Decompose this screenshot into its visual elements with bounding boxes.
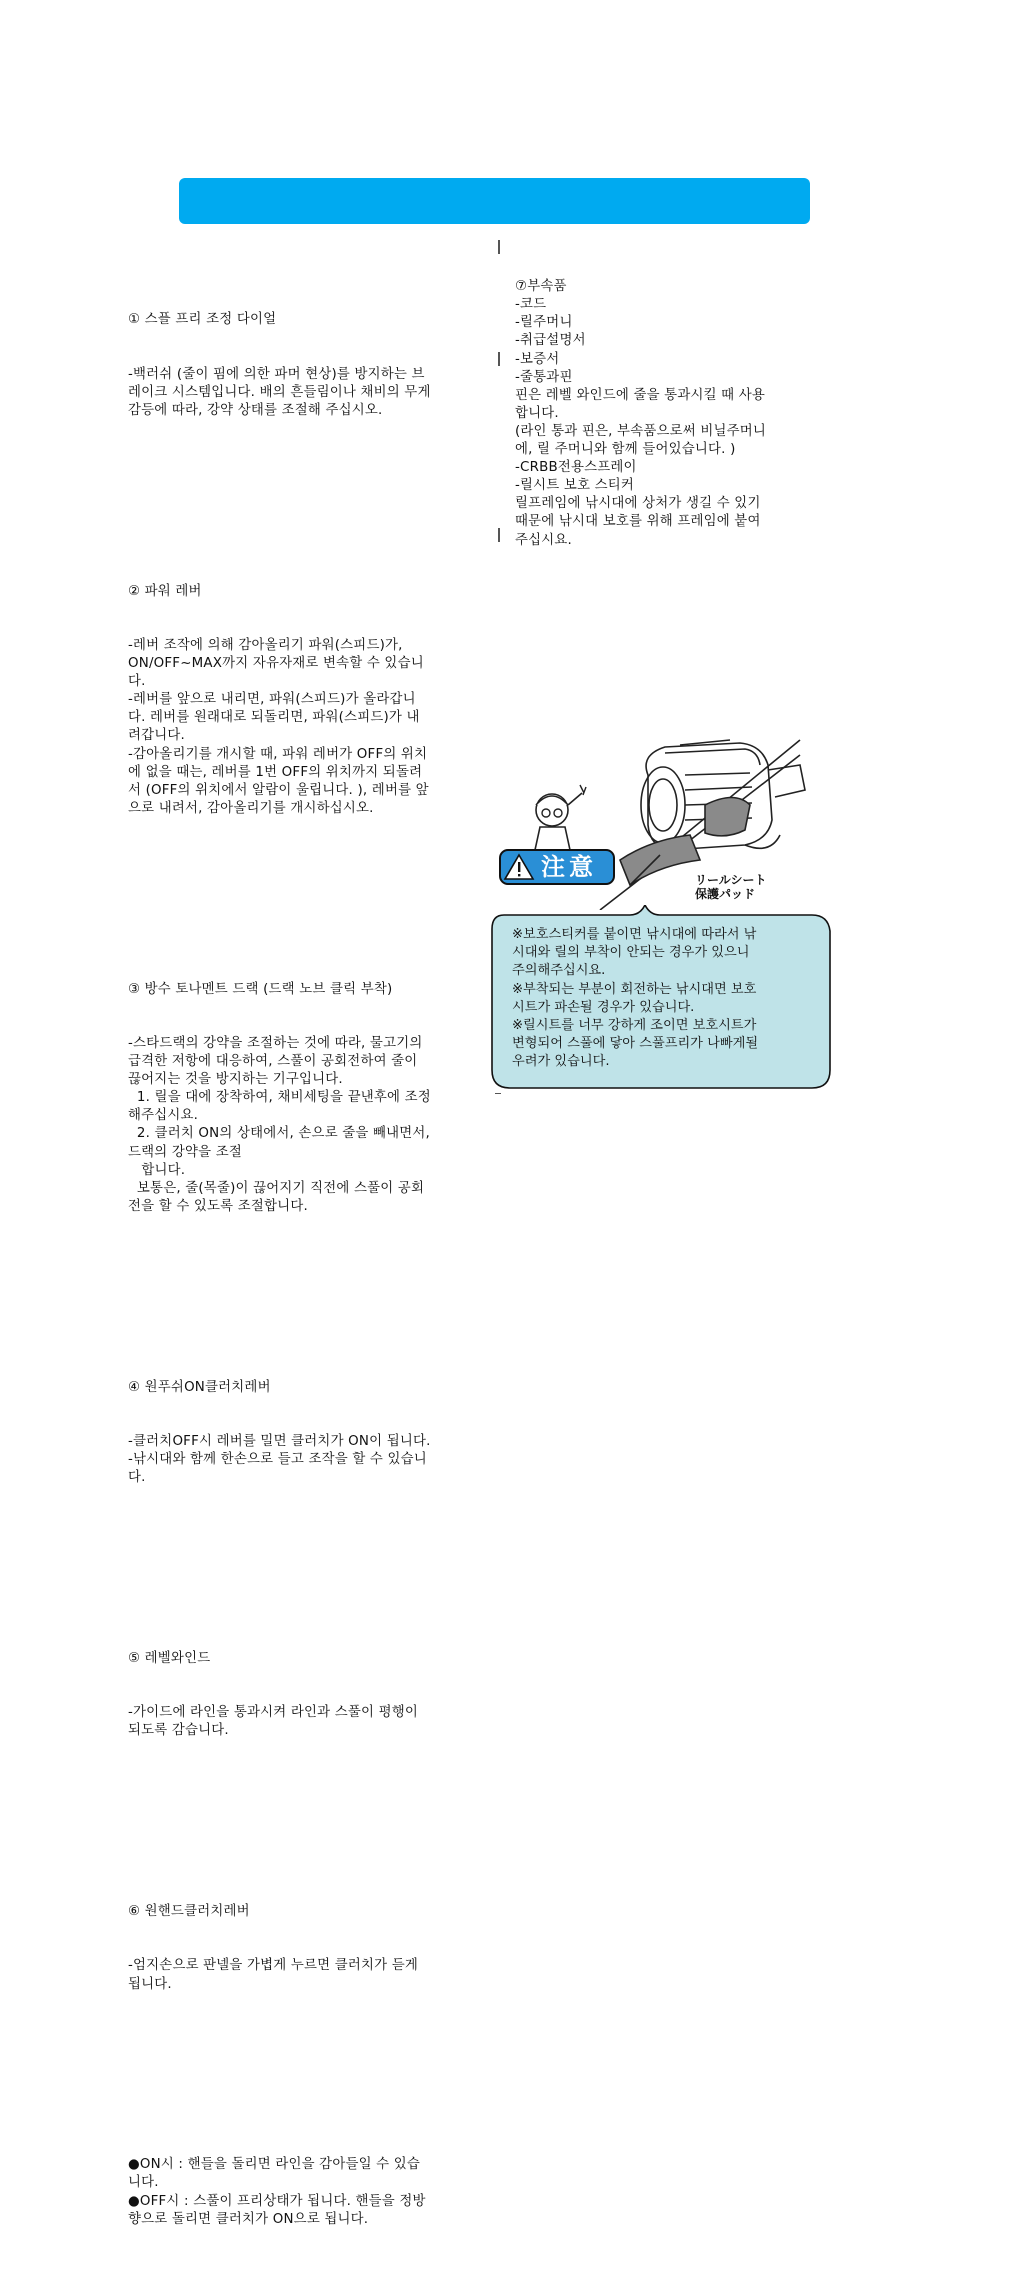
item-6 bbox=[128, 1867, 484, 2030]
item-title: ③ 방수 토나멘트 드랙 (드랙 노브 클릭 부착) bbox=[128, 981, 393, 997]
item-4 bbox=[128, 1342, 484, 1523]
item-body: -클러치OFF시 레버를 밀면 클러치가 ON이 됩니다. -낚시대와 함께 한손으로 들고 조작을 할 수 있습니 다. bbox=[128, 1433, 431, 1486]
item-body: -백러쉬 (줄이 핌에 의한 파머 현상)를 방지하는 브 레이크 시스템입니다. 배의 흔들림이나 채비의 무게 감등에 따라, 강약 상태를 조절해 주십시오. bbox=[128, 366, 431, 418]
item-title: ① 스플 프리 조정 다이얼 bbox=[128, 312, 277, 328]
item-5 bbox=[128, 1614, 484, 1777]
caution-text: ※보호스티커를 붙이면 낚시대에 따라서 낚 시대와 릴의 부착이 안되는 경우가 있으니 주의해주십시요. ※부착되는 부분이 회전하는 낚시대면 보호 시트가 파손될 경우가 있습니다. ※릴시트를 너무 강하게 조이면 보호시트가 변형되어 스풀에 닿아 스풀프리가 나빠게될 우려가 있습니다. bbox=[512, 927, 759, 1070]
clutch-notes bbox=[128, 2120, 484, 2265]
item-title: ② 파워 레버 bbox=[128, 583, 202, 599]
column-divider-mark bbox=[495, 1093, 501, 1094]
accessories-text: ⑦부속품 -코드 -릴주머니 -취급설명서 -보증서 -줄통과핀 핀은 레벨 와인드에 줄을 통과시킬 때 사용 합니다. (라인 통과 핀은, 부속품으로써 비닐주머니 에, 릴 주머니와 함께 들어있습니다. ) -CRBB전용스프레이 -릴시트 보호 스티커 릴프레임에 낚시대에 상처가 생길 수 있기 때문에 낚시대 보호를 위해 프레임에 붙여 주십시요. bbox=[515, 279, 767, 548]
section-header-bar bbox=[179, 178, 810, 224]
caution-badge-label: 注意 bbox=[541, 853, 597, 881]
item-body: -스타드랙의 강약을 조절하는 것에 따라, 물고기의 급격한 저항에 대응하여, 스풀이 공회전하여 줄이 끊어지는 것을 방지하는 기구입니다. 1. 릴을 대에 장착하여, 채비세팅을 끝낸후에 조정 해주십시요. 2. 클러치 ON의 상태에서, 손으로 줄을 빼내면서, 드랙의 강약을 조절 합니다. 보통은, 줄(목줄)이 끊어지기 직전에 스풀이 공회 전을 할 수 있도록 조절합니다. bbox=[128, 1035, 431, 1214]
item-body: ●ON시 : 핸들을 돌리면 라인을 감아들일 수 있습 니다. ●OFF시 : 스풀이 프리상태가 됩니다. 핸들을 정방 향으로 돌리면 클러치가 ON으로 됩니다. bbox=[128, 2157, 426, 2227]
column-divider-mark bbox=[498, 352, 500, 366]
mascot-icon bbox=[535, 785, 586, 850]
item-body: -가이드에 라인을 통과시켜 라인과 스풀이 평행이 되도록 감습니다. bbox=[128, 1705, 419, 1739]
item-title: ⑤ 레벨와인드 bbox=[128, 1650, 211, 1666]
right-column bbox=[515, 242, 807, 568]
item-body: -레버 조작에 의해 감아올리기 파워(스피드)가, ON/OFF~MAX까지 자유자재로 변속할 수 있습니 다. -레버를 앞으로 내리면, 파워(스피드)가 올라갑니 다. 레버를 원래대로 되돌리면, 파워(스피드)가 내 려갑니다. -감아올리기를 개시할 때, 파워 레버가 OFF의 위치 에 없을 때는, 레버를 1번 OFF의 위치까지 되돌려 서 (OFF의 위치에서 알람이 울립니다. ), 레버를 앞 으로 내려서, 감아올리기를 개시하십시오. bbox=[128, 637, 429, 816]
reel-seat-pad-label: リールシート 保護パッド bbox=[695, 873, 767, 901]
column-divider-mark bbox=[498, 528, 500, 542]
column-divider-mark bbox=[498, 240, 500, 254]
item-1 bbox=[128, 275, 484, 456]
item-2 bbox=[128, 547, 484, 855]
left-column bbox=[128, 239, 484, 2283]
item-3 bbox=[128, 944, 484, 1252]
item-title: ④ 원푸쉬ON클러치레버 bbox=[128, 1379, 271, 1395]
item-title: ⑥ 원핸드클러치레버 bbox=[128, 1904, 250, 1920]
item-body: -엄지손으로 판넬을 가볍게 누르면 클러치가 듣게 됩니다. bbox=[128, 1958, 419, 1992]
